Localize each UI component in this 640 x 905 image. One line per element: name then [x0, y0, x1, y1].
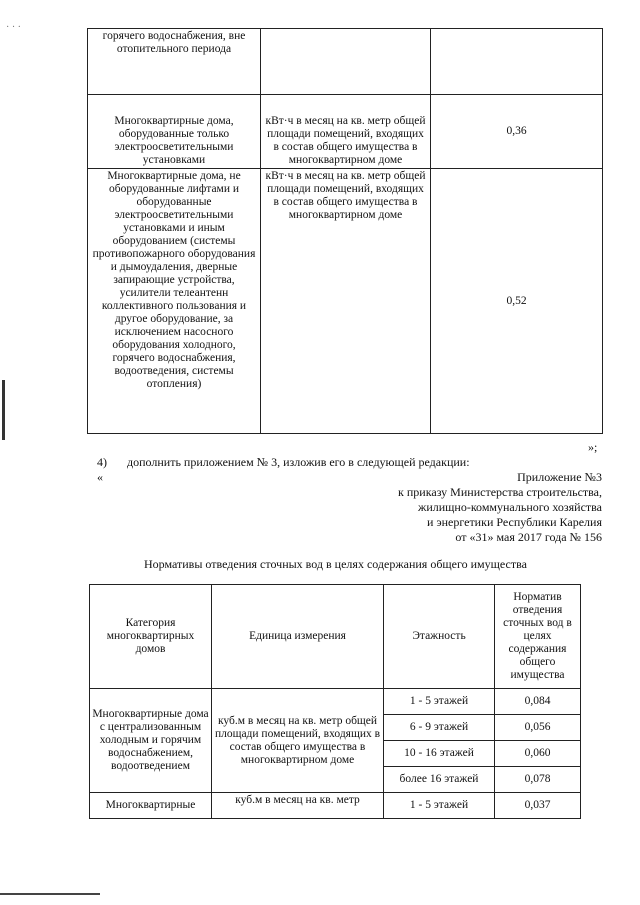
category-cell: Многоквартирные дома, оборудованные только электроосветительными установками [88, 95, 261, 169]
value-cell: 0,52 [431, 169, 603, 434]
wastewater-norms-table [89, 584, 581, 819]
value-cell: 0,36 [431, 95, 603, 169]
floors-cell: 1 - 5 этажей [384, 793, 495, 819]
closing-quote: »; [588, 440, 598, 454]
opening-quote: « [97, 470, 103, 484]
header-norm: Норматив отведения сточных вод в целях содержания общего имущества [495, 585, 581, 689]
table-row [90, 793, 581, 819]
item-number: 4) [97, 455, 107, 469]
floors-cell: более 16 этажей [384, 767, 495, 793]
header-row [90, 585, 581, 689]
appendix-line-3: и энергетики Республики Карелия [427, 515, 602, 529]
item-text: дополнить приложением № 3, изложив его в следующей редакции: [127, 455, 470, 469]
appendix-title: Приложение №3 [517, 470, 602, 484]
page-bottom-edge [0, 893, 100, 895]
category-cell: Многоквартирные [90, 793, 212, 819]
table2-title: Нормативы отведения сточных вод в целях содержания общего имущества [144, 557, 527, 571]
table-row [90, 689, 581, 715]
appendix-line-4: от «31» мая 2017 года № 156 [455, 530, 602, 544]
energy-norms-table [87, 28, 603, 434]
category-cell: Многоквартирные дома, не оборудованные лифтами и оборудованные электроосветительными установками и иным оборудованием (системы противопожарного оборудования и дымоудаления, дверные запирающие устройства, усилители телеантенн коллективного пользования и другое оборудование, за исключением насосного оборудования холодного, горячего водоснабжения, водоотведения, системы отопления) [88, 169, 261, 434]
floors-cell: 6 - 9 этажей [384, 715, 495, 741]
unit-cell: кВт·ч в месяц на кв. метр общей площади помещений, входящих в состав общего имущества в многоквартирном доме [261, 169, 431, 434]
table-row [88, 29, 603, 95]
category-cell: Многоквартирные дома с централизованным холодным и горячим водоснабжением, водоотведением [90, 689, 212, 793]
unit-cell: куб.м в месяц на кв. метр [212, 793, 384, 819]
value-cell: 0,084 [495, 689, 581, 715]
value-cell: 0,056 [495, 715, 581, 741]
scan-marks: · · · [6, 22, 21, 33]
category-cell: горячего водоснабжения, вне отопительного периода [88, 29, 261, 95]
unit-cell [261, 29, 431, 95]
header-unit: Единица измерения [212, 585, 384, 689]
value-cell [431, 29, 603, 95]
value-cell: 0,037 [495, 793, 581, 819]
floors-cell: 10 - 16 этажей [384, 741, 495, 767]
table-row [88, 169, 603, 434]
floors-cell: 1 - 5 этажей [384, 689, 495, 715]
value-cell: 0,060 [495, 741, 581, 767]
appendix-line-2: жилищно-коммунального хозяйства [418, 500, 602, 514]
unit-cell: куб.м в месяц на кв. метр общей площади помещений, входящих в состав общего имущества в многоквартирном доме [212, 689, 384, 793]
table-row [88, 95, 603, 169]
value-cell: 0,078 [495, 767, 581, 793]
header-floors: Этажность [384, 585, 495, 689]
header-category: Категория многоквартирных домов [90, 585, 212, 689]
appendix-line-1: к приказу Министерства строительства, [398, 485, 602, 499]
page-left-edge [2, 380, 5, 440]
unit-cell: кВт·ч в месяц на кв. метр общей площади помещений, входящих в состав общего имущества в многоквартирном доме [261, 95, 431, 169]
